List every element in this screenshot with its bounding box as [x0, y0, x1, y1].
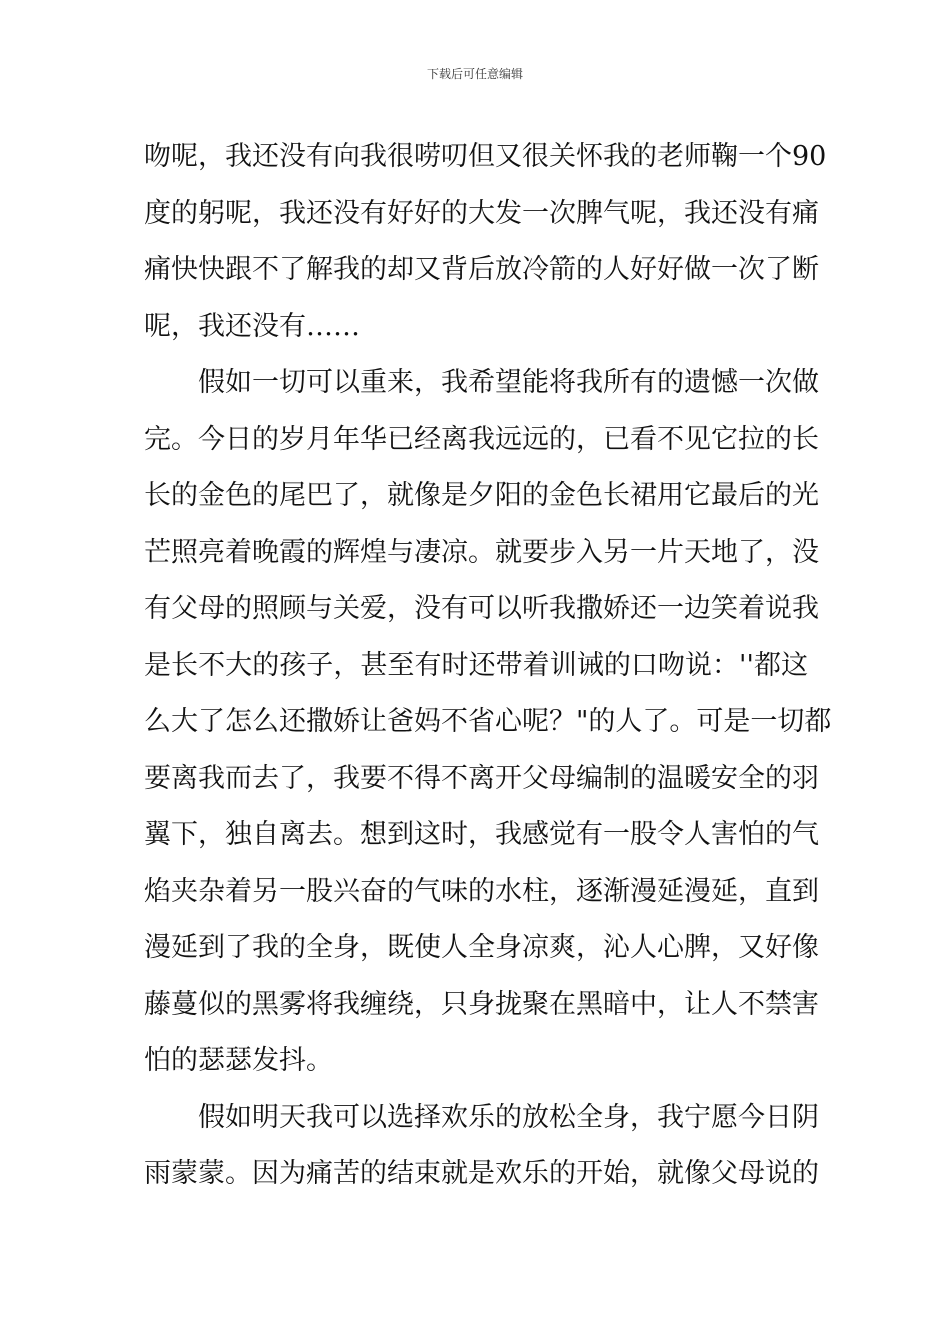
paragraph-1: [144, 129, 827, 355]
text-line: 是长不大的孩子，甚至有时还带着训诫的口吻说：''都这: [144, 649, 808, 681]
document-body: [144, 129, 832, 1203]
text-line: 有父母的照顾与关爱，没有可以听我撒娇还一边笑着说我: [144, 593, 819, 624]
text-line: 藤蔓似的黑雾将我缠绕，只身拢聚在黑暗中，让人不禁害: [144, 988, 819, 1020]
text-line: 假如一切可以重来，我希望能将我所有的遗憾一次做: [198, 367, 819, 398]
text-line: 痛快快跟不了解我的却又背后放冷箭的人好好做一次了断: [144, 254, 819, 285]
text-line: 完。今日的岁月年华已经离我远远的，已看不见它拉的长: [144, 423, 819, 455]
text-line: 雨蒙蒙。因为痛苦的结束就是欢乐的开始，就像父母说的: [144, 1158, 819, 1189]
text-line: 翼下，独自离去。想到这时，我感觉有一股令人害怕的气: [144, 819, 819, 850]
text-line: 么大了怎么还撒娇让爸妈不省心呢？"的人了。可是一切都: [144, 706, 832, 737]
text-line: 芒照亮着晚霞的辉煌与凄凉。就要步入另一片天地了，没: [144, 536, 819, 568]
paragraph-2: [144, 355, 832, 1090]
text-line: 度的躬呢，我还没有好好的大发一次脾气呢，我还没有痛: [144, 197, 819, 229]
text-line: 呢，我还没有……: [144, 310, 360, 342]
text-line: 吻呢，我还没有向我很唠叨但又很关怀我的老师鞠一个90: [144, 141, 827, 172]
text-line: 焰夹杂着另一股兴奋的气味的水柱，逐渐漫延漫延，直到: [144, 875, 819, 907]
text-line: 长的金色的尾巴了，就像是夕阳的金色长裙用它最后的光: [144, 480, 819, 511]
text-line: 要离我而去了，我要不得不离开父母编制的温暖安全的羽: [144, 762, 819, 794]
paragraph-3: [144, 1090, 819, 1203]
text-line: 假如明天我可以选择欢乐的放松全身，我宁愿今日阴: [198, 1101, 819, 1133]
text-line: 漫延到了我的全身，既使人全身凉爽，沁人心脾，又好像: [144, 932, 819, 963]
text-line: 怕的瑟瑟发抖。: [144, 1045, 333, 1076]
page-header: 下载后可任意编辑: [426, 67, 523, 81]
